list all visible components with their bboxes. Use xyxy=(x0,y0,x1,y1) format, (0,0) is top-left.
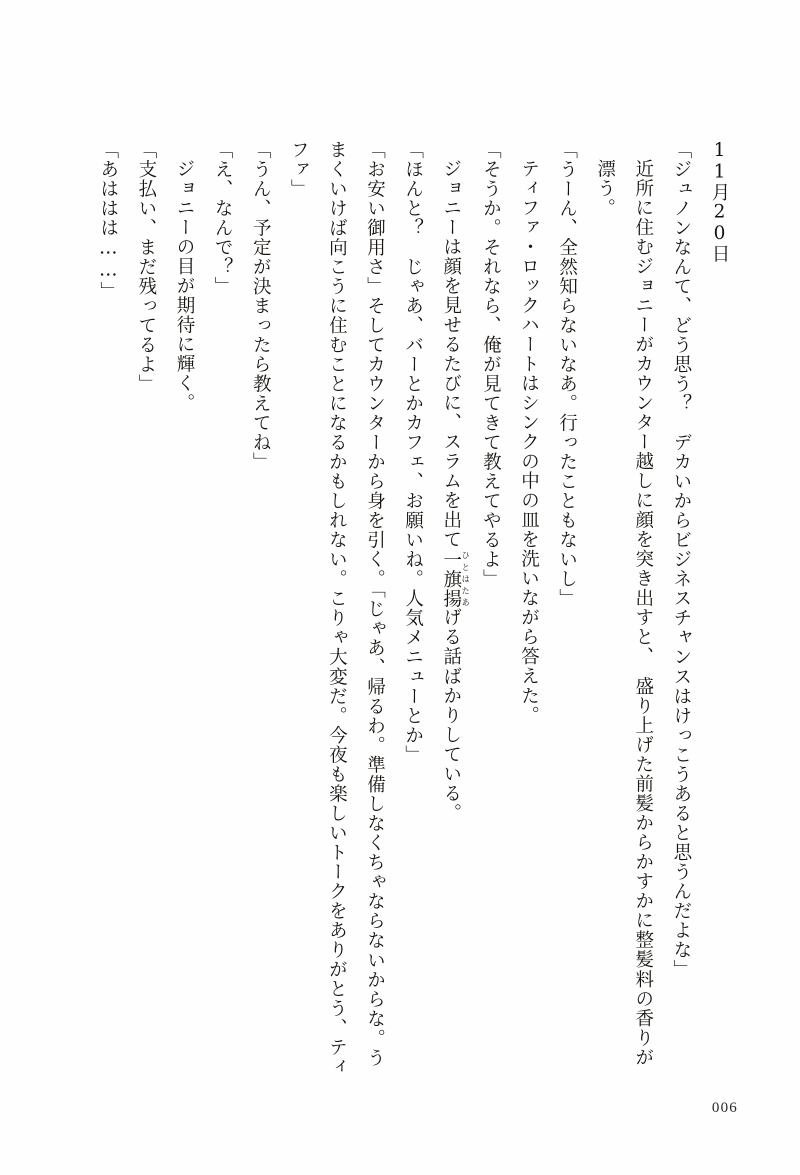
paragraph-line-05: 「そうか。それなら、俺が見てきて教えてやるよ」 xyxy=(480,140,502,589)
vertical-text-body xyxy=(89,140,738,1080)
paragraph-line-03: 「うーん、全然知らないなあ。行ったこともないし」 xyxy=(556,140,578,609)
paragraph-date: 11月20日 xyxy=(709,140,730,264)
paragraph-line-10: 「え、なんで？」 xyxy=(212,140,234,297)
paragraph-line-11: ジョニーの目が期待に輝く。 xyxy=(173,159,195,414)
paragraph-line-06: ジョニーは顔を見せるたびに、スラムを出て一旗揚 ひとはたあげる話ばかりしている。 xyxy=(440,159,472,824)
paragraph-line-09: 「うん、予定が決まったら教えてね」 xyxy=(250,140,272,472)
paragraph-line-13: 「あははは……」 xyxy=(97,140,119,302)
page-number: 006 xyxy=(711,1100,738,1116)
paragraph-line-02: 近所に住むジョニーがカウンター越しに顔を突き出すと、 盛り上げた前髪からかすかに整髪料の香りが漂う。 xyxy=(594,159,654,1068)
paragraph-line-07: 「ほんと？ じゃあ、バーとかカフェ、お願いね。人気メニューとか」 xyxy=(402,140,424,765)
ruby-annotation: 一旗揚 ひとはたあ xyxy=(440,549,472,609)
paragraph-line-08: 「お安い御用さ」そしてカウンターから身を引く。「じゃあ、帰るわ。準備しなくちゃならないからな。うまくいけば向こうに住むことになるかもしれない。こりゃ大変だ。今夜も楽しいトークをありがとう、ティファ」 xyxy=(288,140,386,1077)
paragraph-line-12: 「支払い、まだ残ってるよ」 xyxy=(135,140,157,394)
paragraph-line-04: ティファ・ロックハートはシンクの中の皿を洗いながら答えた。 xyxy=(518,159,540,726)
paragraph-line-01: 「ジュノンなんて、どう思う？ デカいからビジネスチャンスはけっこうあると思うんだよな」 xyxy=(670,140,692,980)
